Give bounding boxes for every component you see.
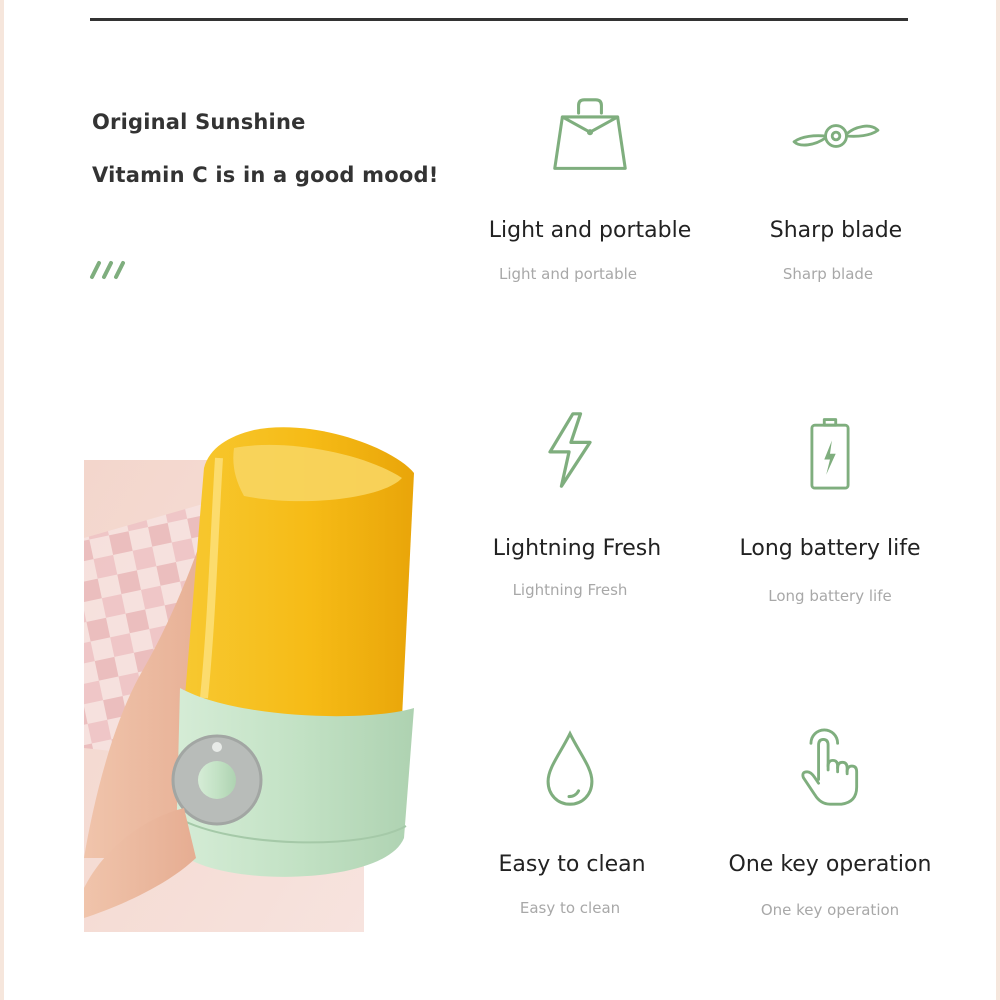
feature-subtitle: Easy to clean	[519, 899, 621, 917]
handbag-icon	[545, 96, 635, 176]
left-edge-strip	[0, 0, 4, 1000]
feature-title: One key operation	[728, 852, 932, 877]
headline-line-2: Vitamin C is in a good mood!	[92, 163, 439, 187]
feature-one-key	[700, 728, 960, 919]
headline-line-1: Original Sunshine	[92, 110, 306, 134]
feature-subtitle: One key operation	[760, 901, 900, 919]
feature-title: Easy to clean	[498, 852, 646, 877]
feature-title: Sharp blade	[769, 218, 903, 243]
feature-title: Lightning Fresh	[492, 536, 662, 561]
battery-icon	[800, 410, 860, 490]
feature-sharp-blade	[706, 96, 966, 283]
feature-subtitle: Light and portable	[498, 265, 638, 283]
lightning-icon	[535, 410, 605, 490]
feature-battery	[700, 410, 960, 605]
blade-icon	[786, 96, 886, 176]
water-drop-icon	[535, 728, 605, 808]
top-divider	[90, 18, 908, 21]
feature-subtitle: Sharp blade	[782, 265, 874, 283]
feature-light-portable	[460, 96, 720, 283]
decorative-slashes-icon	[88, 258, 132, 280]
feature-title: Long battery life	[739, 536, 921, 561]
feature-easy-clean	[440, 728, 700, 917]
product-photo	[84, 418, 414, 932]
feature-title: Light and portable	[488, 218, 692, 243]
feature-subtitle: Long battery life	[768, 587, 892, 605]
feature-lightning-fresh	[440, 410, 700, 599]
finger-press-icon	[790, 728, 870, 808]
right-edge-strip	[996, 0, 1000, 1000]
feature-subtitle: Lightning Fresh	[512, 581, 628, 599]
